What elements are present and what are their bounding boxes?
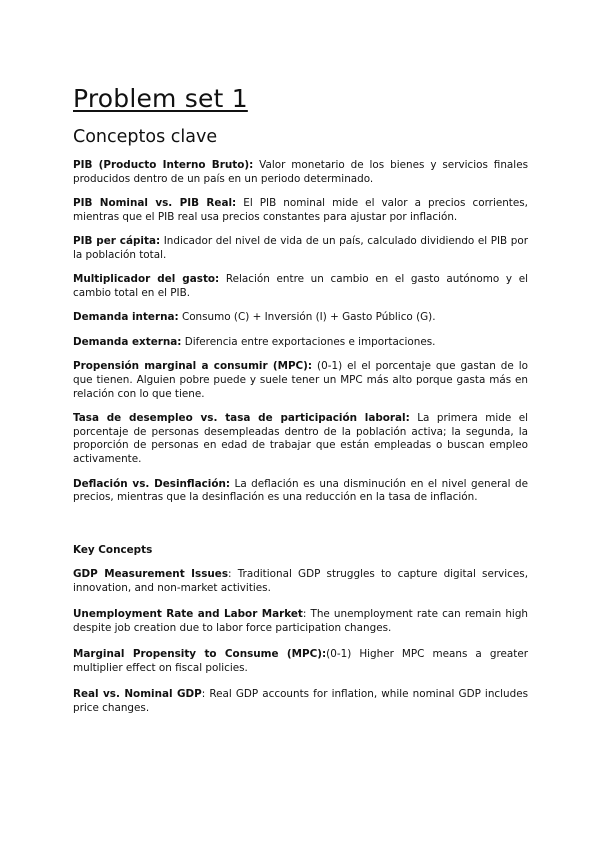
concept-item xyxy=(73,688,528,716)
concept-term: Deflación vs. Desinflación: xyxy=(73,477,231,490)
concept-item xyxy=(73,568,528,596)
concept-term: Marginal Propensity to Consume (MPC): xyxy=(73,648,327,661)
concept-item xyxy=(73,311,528,325)
concept-definition: (0-1) Higher MPC means a greater multiplier effect on fiscal policies. xyxy=(73,648,528,675)
concept-definition: Valor monetario de los bienes y servicios finales producidos dentro de un país en un periodo determinado. xyxy=(73,159,528,185)
concept-term: Real vs. Nominal GDP xyxy=(73,688,202,701)
concept-term: Multiplicador del gasto: xyxy=(73,273,220,286)
concept-item xyxy=(73,235,528,263)
concept-item xyxy=(73,478,528,506)
concept-definition: La deflación es una disminución en el nivel general de precios, mientras que la desinflación es una reducción en la tasa de inflación. xyxy=(73,477,528,504)
concept-term: Unemployment Rate and Labor Market xyxy=(73,608,303,621)
concept-definition: Indicador del nivel de vida de un país, calculado dividiendo el PIB por la población total. xyxy=(73,235,528,261)
concept-item xyxy=(73,648,528,676)
concept-definition: : Traditional GDP struggles to capture digital services, innovation, and non-market activities. xyxy=(73,568,528,594)
concept-definition: : The unemployment rate can remain high despite job creation due to labor force participation changes. xyxy=(73,608,528,635)
concept-definition: : Real GDP accounts for inflation, while nominal GDP includes price changes. xyxy=(73,688,528,715)
section-heading-es: Conceptos clave xyxy=(73,127,218,147)
concept-term: PIB (Producto Interno Bruto): xyxy=(73,159,254,171)
concept-definition: El PIB nominal mide el valor a precios corrientes, mientras que el PIB real usa precios constantes para ajustar por inflación. xyxy=(73,197,528,223)
concept-definition: Diferencia entre exportaciones e importaciones. xyxy=(181,335,436,348)
concepts-list-en xyxy=(73,568,528,716)
concept-term: PIB per cápita: xyxy=(73,235,161,248)
concept-term: Tasa de desempleo vs. tasa de participación laboral: xyxy=(73,411,410,424)
concept-definition: La primera mide el porcentaje de personas desempleadas dentro de la población activa; la segunda, la proporción de personas en edad de trabajar que están empleadas o buscan empleo activamente. xyxy=(73,411,528,466)
concepts-list-es xyxy=(73,159,528,505)
page-title: Problem set 1 xyxy=(73,84,248,113)
concept-item xyxy=(73,336,528,350)
concept-item xyxy=(73,273,528,301)
concept-term: Propensión marginal a consumir (MPC): xyxy=(73,359,313,372)
concept-item xyxy=(73,197,528,225)
concept-term: Demanda interna: xyxy=(73,311,179,324)
concept-item xyxy=(73,608,528,636)
concept-definition: Consumo (C) + Inversión (I) + Gasto Público (G). xyxy=(178,311,436,324)
concept-term: PIB Nominal vs. PIB Real: xyxy=(73,197,237,210)
concept-definition: Relación entre un cambio en el gasto autónomo y el cambio total en el PIB. xyxy=(73,273,528,300)
section-heading-en: Key Concepts xyxy=(73,544,153,557)
concept-item xyxy=(73,360,528,401)
concept-definition: (0-1) el el porcentaje que gastan de lo que tienen. Alguien pobre puede y suele tener un MPC más alto porque gasta más en relación con lo que tiene. xyxy=(73,359,528,400)
concept-term: GDP Measurement Issues xyxy=(73,568,229,581)
concept-item xyxy=(73,159,528,187)
concept-item xyxy=(73,412,528,467)
concept-term: Demanda externa: xyxy=(73,335,182,348)
